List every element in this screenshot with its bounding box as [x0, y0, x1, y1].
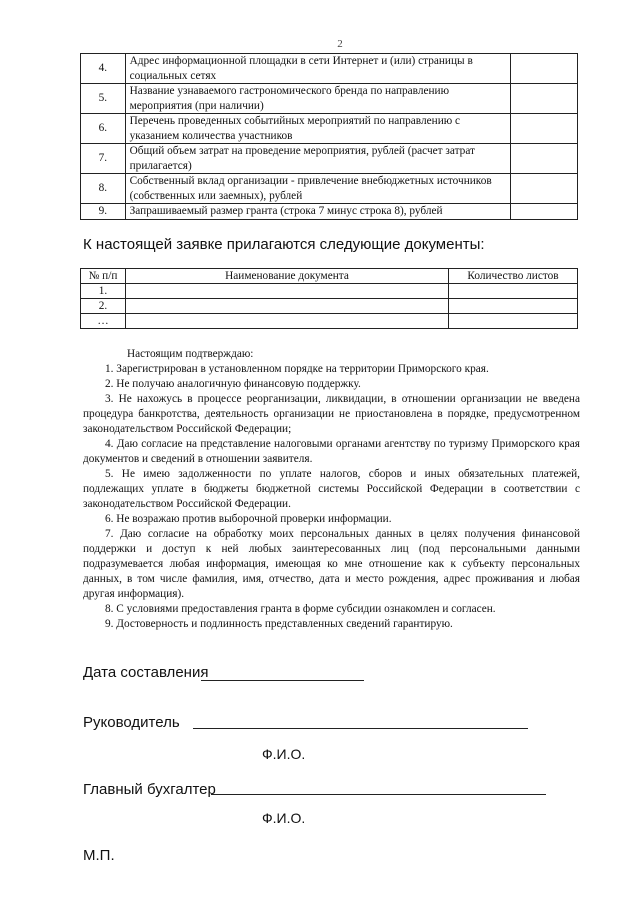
confirmation-item: 2. Не получаю аналогичную финансовую поддержку. [105, 378, 361, 390]
row-value-cell [510, 84, 577, 114]
row-value-cell [510, 114, 577, 144]
row-number: 1. [81, 284, 126, 299]
row-number: 4. [81, 54, 126, 84]
confirmation-item: 8. С условиями предоставления гранта в форме субсидии ознакомлен и согласен. [105, 603, 496, 615]
row-value-cell [510, 204, 577, 220]
table-row [81, 84, 578, 114]
row-number: 8. [81, 174, 126, 204]
row-number: 2. [81, 299, 126, 314]
table-row [81, 114, 578, 144]
stamp-label: М.П. [83, 847, 115, 864]
application-info-table [80, 53, 578, 220]
table-row [81, 174, 578, 204]
confirmation-item: 5. Не имею задолженности по уплате налогов, сборов и иных обязательных платежей, подлежащих уплате в бюджеты бюджетной системы Российской Федерации в соответствии с законодательством Российской Федерации. [83, 468, 580, 510]
row-text: Название узнаваемого гастрономического бренда по направлению мероприятия (при наличии) [125, 84, 510, 114]
date-signature-line[interactable] [201, 680, 364, 681]
table-row [81, 284, 578, 299]
page-number: 2 [337, 38, 343, 50]
table-row [81, 314, 578, 329]
accountant-signature-line[interactable] [211, 794, 546, 795]
confirmation-item: 6. Не возражаю против выборочной проверки информации. [105, 513, 392, 525]
column-header-number: № п/п [81, 269, 126, 284]
row-text: Запрашиваемый размер гранта (строка 7 минус строка 8), рублей [125, 204, 510, 220]
table-row [81, 144, 578, 174]
table-row [81, 54, 578, 84]
confirmation-item: 7. Даю согласие на обработку моих персональных данных в целях получения финансовой поддержки и доступ к ней любых заинтересованных лиц (под персональными данными подразумевается любая информация, имеющая ко мне отношение как к субъекту персональных данных, в том числе фамилия, имя, отчество, дата и место рождения, адрес проживания и любая другая информация). [83, 528, 580, 600]
confirmation-item: 9. Достоверность и подлинность представленных сведений гарантирую. [105, 618, 453, 630]
confirmation-item: 3. Не нахожусь в процессе реорганизации, ликвидации, в отношении организации не введена процедура банкротства, деятельность организации не приостановлена в порядке, предусмотренном законодательством Российской Федерации; [83, 393, 580, 435]
documents-heading: К настоящей заявке прилагаются следующие документы: [83, 236, 485, 253]
column-header-sheet-count: Количество листов [449, 269, 578, 284]
confirmation-item: 1. Зарегистрирован в установленном порядке на территории Приморского края. [105, 363, 489, 375]
row-number: 5. [81, 84, 126, 114]
document-name-cell [126, 314, 449, 329]
confirmation-intro: Настоящим подтверждаю: [127, 348, 254, 360]
table-row [81, 204, 578, 220]
row-value-cell [510, 144, 577, 174]
row-value-cell [510, 54, 577, 84]
row-number: 7. [81, 144, 126, 174]
row-number: … [81, 314, 126, 329]
sheet-count-cell [449, 314, 578, 329]
head-label: Руководитель [83, 714, 180, 731]
row-text: Собственный вклад организации - привлечение внебюджетных источников (собственных или заемных), рублей [125, 174, 510, 204]
column-header-document-name: Наименование документа [126, 269, 449, 284]
sheet-count-cell [449, 284, 578, 299]
sheet-count-cell [449, 299, 578, 314]
confirmation-item: 4. Даю согласие на представление налоговыми органами агентству по туризму Приморского края документов и сведений в отношении заявителя. [83, 438, 580, 465]
row-number: 6. [81, 114, 126, 144]
document-name-cell [126, 284, 449, 299]
row-number: 9. [81, 204, 126, 220]
table-row [81, 299, 578, 314]
accountant-label: Главный бухгалтер [83, 781, 216, 798]
row-text: Адрес информационной площадки в сети Интернет и (или) страницы в социальных сетях [125, 54, 510, 84]
confirmation-block [83, 347, 580, 632]
table-header-row [81, 269, 578, 284]
accountant-fio-label: Ф.И.О. [262, 810, 306, 826]
documents-table [80, 268, 578, 329]
head-signature-line[interactable] [193, 728, 528, 729]
date-label: Дата составления [83, 664, 209, 681]
row-value-cell [510, 174, 577, 204]
row-text: Перечень проведенных событийных мероприятий по направлению с указанием количества участников [125, 114, 510, 144]
head-fio-label: Ф.И.О. [262, 746, 306, 762]
row-text: Общий объем затрат на проведение мероприятия, рублей (расчет затрат прилагается) [125, 144, 510, 174]
document-name-cell [126, 299, 449, 314]
